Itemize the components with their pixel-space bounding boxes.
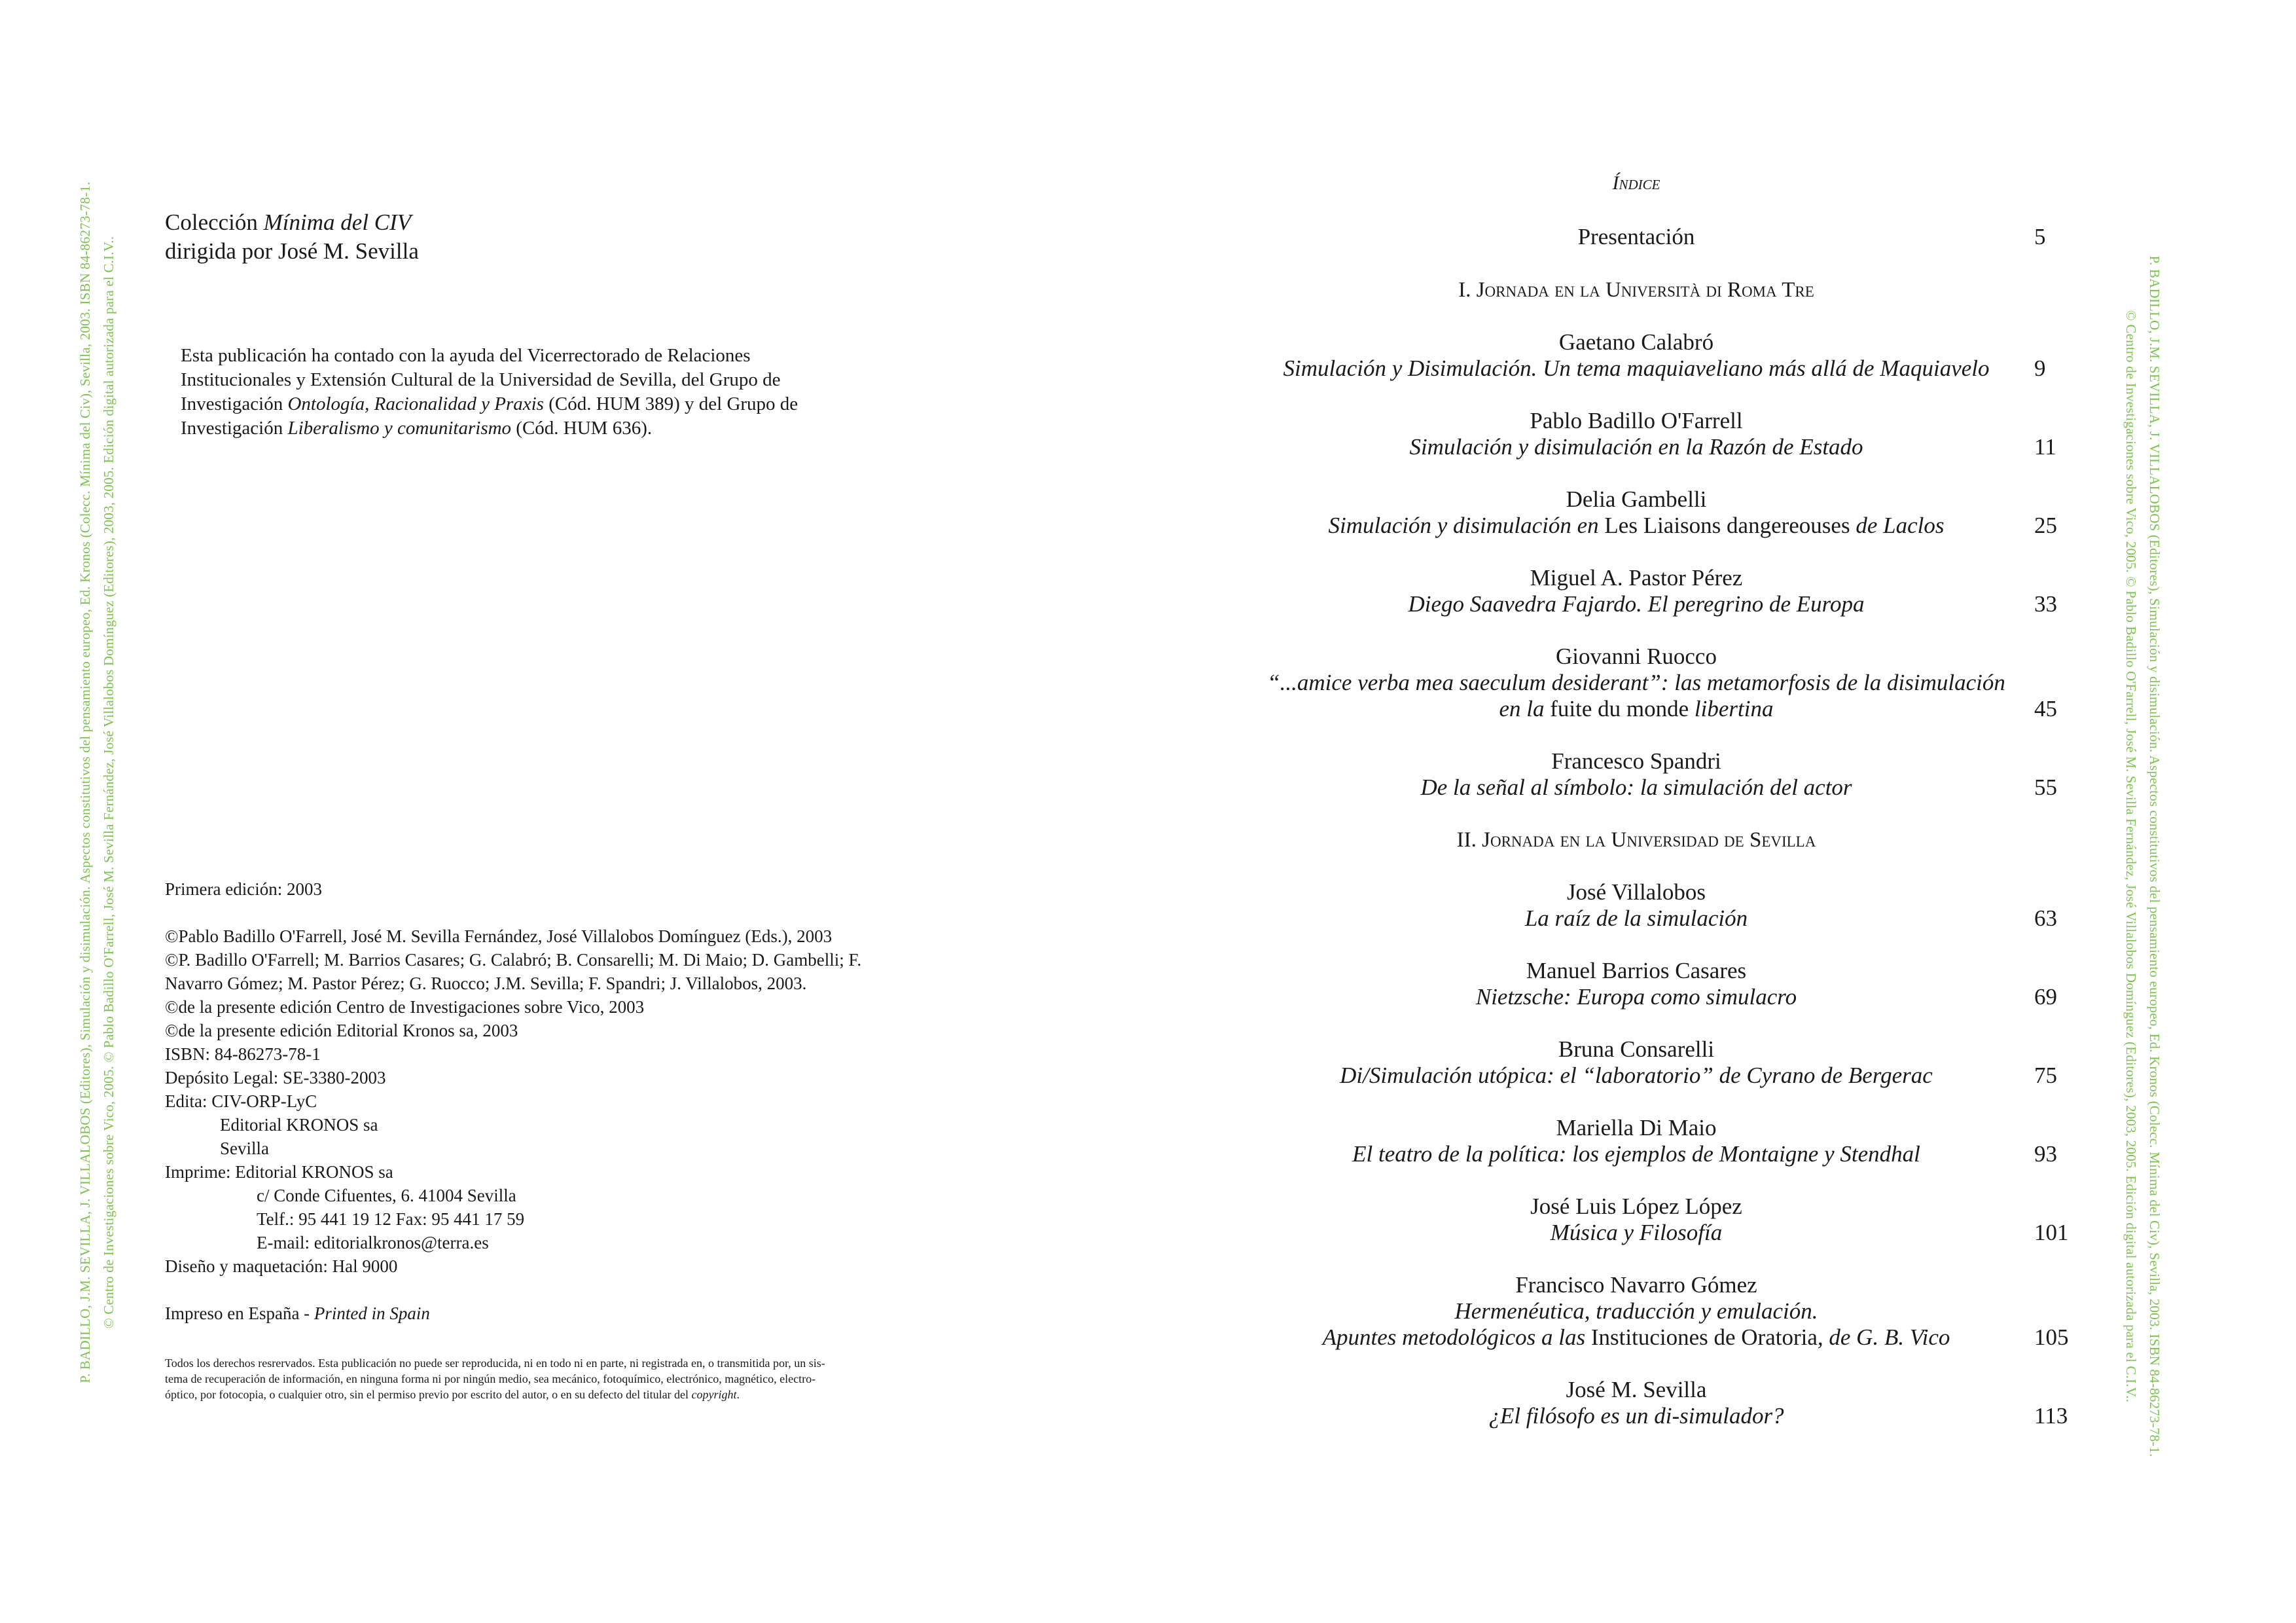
- toc-title-part: en la: [1499, 696, 1551, 721]
- first-edition: Primera edición: 2003: [165, 879, 322, 899]
- rights-end: .: [736, 1388, 740, 1401]
- side-stamp-right-line1: P. BADILLO, J.M. SEVILLA, J. VILLALOBOS (Editores), Simulación y disimulación. Aspectos constitutivos del pensamiento europeo, Ed. Kronos (Colecc. Mínima del Civ), Sevilla, 2003. ISBN 84-86273-78-1.: [2147, 255, 2162, 1457]
- section-1-label: I. Jornada en la Università di Roma Tre: [1458, 278, 1814, 302]
- toc-entry[interactable]: [1230, 329, 2042, 382]
- toc-page-number: 55: [2034, 775, 2057, 800]
- section-heading-1: [1230, 278, 2042, 302]
- toc-title-part: Simulación y disimulación en: [1328, 513, 1605, 538]
- colophon: [165, 877, 1016, 1325]
- toc-entry[interactable]: [1230, 748, 2042, 801]
- collection-prefix: Colección: [165, 210, 264, 235]
- toc-title: Diego Saavedra Fajardo. El peregrino de Europa: [1408, 591, 1865, 617]
- toc-author: Francesco Spandri: [1551, 748, 1721, 774]
- toc-author: Bruna Consarelli: [1558, 1036, 1715, 1062]
- toc-page-number: 93: [2034, 1141, 2057, 1167]
- toc-entry[interactable]: [1230, 1272, 2042, 1351]
- toc-author: Delia Gambelli: [1566, 486, 1707, 512]
- printed-in-en: Printed in Spain: [314, 1304, 430, 1323]
- toc-title: Hermenéutica, traducción y emulación.: [1454, 1298, 1818, 1324]
- printer-address: c/ Conde Cifuentes, 6. 41004 Sevilla: [257, 1186, 516, 1205]
- printer-email: E-mail: editorialkronos@terra.es: [257, 1233, 489, 1252]
- toc-title-upright: Les Liaisons dangereouses: [1604, 513, 1850, 538]
- toc-page-number: 105: [2034, 1324, 2069, 1350]
- rights-notice: [165, 1355, 1016, 1402]
- side-stamp-left: [73, 29, 120, 1535]
- copyright-line: ©Pablo Badillo O'Farrell, José M. Sevilla Fernández, José Villalobos Domínguez (Eds.), 2003: [165, 926, 833, 946]
- copyright-line: ©P. Badillo O'Farrell; M. Barrios Casares; G. Calabró; B. Consarelli; M. Di Maio; D. Gambelli; F.: [165, 950, 862, 970]
- support-text-3: (Cód. HUM 636).: [511, 418, 653, 439]
- toc-title-line2: [1230, 1324, 2042, 1351]
- toc-title: La raíz de la simulación: [1524, 905, 1748, 931]
- toc-title: Simulación y disimulación en la Razón de Estado: [1409, 434, 1863, 460]
- toc-author: José Villalobos: [1566, 879, 1706, 905]
- side-stamp-right-line2: © Centro de Investigaciones sobre Vico, 2005. © Pablo Badillo O'Farrell, José M. Sevilla Fernández, José Villalobos Domínguez (Editores), 2003, 2005. Edición digital autorizada para el C.I.V..: [2123, 310, 2139, 1403]
- toc-title: Nietzsche: Europa como simulacro: [1475, 984, 1797, 1010]
- side-stamp-right: [2119, 103, 2166, 1609]
- toc-entry[interactable]: [1230, 565, 2042, 617]
- rights-line: tema de recuperación de información, en ninguna forma ni por ningún medio, sea mecánico, fotoquímico, electrónico, magnético, electro-: [165, 1372, 816, 1385]
- toc-author: Manuel Barrios Casares: [1526, 958, 1747, 983]
- toc-title: El teatro de la política: los ejemplos de Montaigne y Stendhal: [1352, 1141, 1920, 1167]
- toc-title: Di/Simulación utópica: el “laboratorio” de Cyrano de Bergerac: [1340, 1063, 1933, 1088]
- support-notice: [181, 344, 809, 441]
- collection-info: [165, 208, 419, 266]
- publisher: Sevilla: [220, 1139, 269, 1158]
- index-heading: Índice: [1612, 172, 1660, 194]
- toc-title-part: de Laclos: [1850, 513, 1945, 538]
- toc-page-number: 5: [2034, 224, 2046, 249]
- toc-entry[interactable]: [1230, 1377, 2042, 1429]
- publisher: Edita: CIV-ORP-LyC: [165, 1091, 317, 1111]
- toc-page-number: 63: [2034, 905, 2057, 931]
- section-2-label: II. Jornada en la Universidad de Sevilla: [1456, 828, 1816, 852]
- toc-title: Presentación: [1577, 224, 1695, 249]
- copyright-line: ©de la presente edición Editorial Kronos sa, 2003: [165, 1021, 518, 1040]
- toc-page-number: 9: [2034, 356, 2046, 381]
- toc-title-line2: [1230, 696, 2042, 722]
- side-stamp-left-line2: © Centro de Investigaciones sobre Vico, 2005. © Pablo Badillo O'Farrell, José M. Sevilla Fernández, José Villalobos Domínguez (Editores), 2003, 2005. Edición digital autorizada para el C.I.V..: [101, 236, 117, 1329]
- toc-page-number: 69: [2034, 984, 2057, 1010]
- toc-title: ¿El filósofo es un di-simulador?: [1488, 1403, 1784, 1429]
- toc-title-upright: fuite du monde: [1550, 696, 1689, 721]
- toc-entry[interactable]: [1230, 958, 2042, 1010]
- toc-author: Pablo Badillo O'Farrell: [1530, 408, 1743, 433]
- toc-title: Simulación y Disimulación. Un tema maquiaveliano más allá de Maquiavelo: [1283, 356, 1990, 381]
- copyright-line: Navarro Gómez; M. Pastor Pérez; G. Ruocco; J.M. Sevilla; F. Spandri; J. Villalobos, 2003.: [165, 974, 807, 993]
- rights-text: óptico, por fotocopia, o cualquier otro, sin el permiso previo por escrito del autor, o en su defecto del titular del: [165, 1388, 692, 1401]
- toc-title-part: libertina: [1689, 696, 1774, 721]
- toc-author: José Luis López López: [1530, 1194, 1742, 1219]
- toc-title: De la señal al símbolo: la simulación del actor: [1420, 775, 1852, 800]
- design-credit: Diseño y maquetación: Hal 9000: [165, 1256, 398, 1276]
- toc-title: Música y Filosofía: [1550, 1220, 1723, 1245]
- toc-author: Francisco Navarro Gómez: [1515, 1272, 1757, 1298]
- printer-phone: Telf.: 95 441 19 12 Fax: 95 441 17 59: [257, 1209, 525, 1229]
- toc-page-number: 25: [2034, 513, 2057, 538]
- toc-entry[interactable]: [1230, 1115, 2042, 1167]
- rights-copyright: copyright: [691, 1388, 737, 1401]
- toc-entry[interactable]: [1230, 1036, 2042, 1089]
- printer: Imprime: Editorial KRONOS sa: [165, 1162, 393, 1182]
- toc-page-number: 11: [2034, 434, 2056, 460]
- copyright-line: ©de la presente edición Centro de Investigaciones sobre Vico, 2003: [165, 997, 645, 1017]
- legal-deposit: Depósito Legal: SE-3380-2003: [165, 1068, 386, 1087]
- support-group-1: Ontología, Racionalidad y Praxis: [287, 393, 544, 414]
- toc-page-number: 101: [2034, 1220, 2069, 1245]
- collection-director: dirigida por José M. Sevilla: [165, 238, 419, 264]
- toc-page-number: 75: [2034, 1063, 2057, 1088]
- toc-title: “...amice verba mea saeculum desiderant”: las metamorfosis de la disimulación: [1267, 670, 2005, 695]
- rights-line: [165, 1387, 1016, 1402]
- toc-title: [1230, 513, 2042, 539]
- toc-page-number: 45: [2034, 696, 2057, 721]
- toc-entry[interactable]: [1230, 879, 2042, 932]
- printed-in: [165, 1302, 1016, 1325]
- section-heading-2: [1230, 828, 2042, 852]
- rights-line: Todos los derechos resrervados. Esta publicación no puede ser reproducida, ni en todo ni en parte, ni registrada en, o transmitida por, un sis-: [165, 1357, 825, 1370]
- printed-in-es: Impreso en España -: [165, 1304, 314, 1323]
- isbn: ISBN: 84-86273-78-1: [165, 1044, 321, 1064]
- toc-author: José M. Sevilla: [1566, 1377, 1707, 1402]
- toc-author: Mariella Di Maio: [1556, 1115, 1717, 1140]
- support-text-1: Esta publicación ha contado con la ayuda del Vicerrectorado de Relaciones Institucionales y Extensión Cultural de la Universidad de Sevilla, del Grupo de Investigación: [181, 345, 781, 414]
- toc-page-number: 113: [2034, 1403, 2068, 1429]
- toc-title-part: , de G. B. Vico: [1817, 1324, 1950, 1350]
- support-text-2: (Cód. HUM 389) y del Grupo de Investigación: [181, 393, 798, 439]
- toc-title-part: Apuntes metodológicos a las: [1322, 1324, 1591, 1350]
- toc-entry[interactable]: [1230, 486, 2042, 539]
- toc-title-upright: Instituciones de Oratoria: [1590, 1324, 1818, 1350]
- toc-author: Giovanni Ruocco: [1556, 644, 1717, 669]
- toc-author: Miguel A. Pastor Pérez: [1530, 565, 1743, 591]
- side-stamp-left-line1: P. BADILLO, J.M. SEVILLA, J. VILLALOBOS (Editores), Simulación y disimulación. Aspectos constitutivos del pensamiento europeo, Ed. Kronos (Colecc. Mínima del Civ), Sevilla, 2003. ISBN 84-86273-78-1.: [77, 181, 93, 1383]
- publisher: Editorial KRONOS sa: [220, 1115, 378, 1135]
- toc-entry[interactable]: [1230, 644, 2042, 722]
- toc-entry[interactable]: [1230, 1194, 2042, 1246]
- toc-entry[interactable]: [1230, 408, 2042, 460]
- collection-name: Mínima del CIV: [263, 210, 412, 235]
- support-group-2: Liberalismo y comunitarismo: [287, 418, 512, 439]
- toc-author: Gaetano Calabró: [1558, 329, 1714, 355]
- collection-line1: [165, 208, 419, 237]
- toc-entry-presentation[interactable]: [1230, 224, 2042, 250]
- toc-page-number: 33: [2034, 591, 2057, 617]
